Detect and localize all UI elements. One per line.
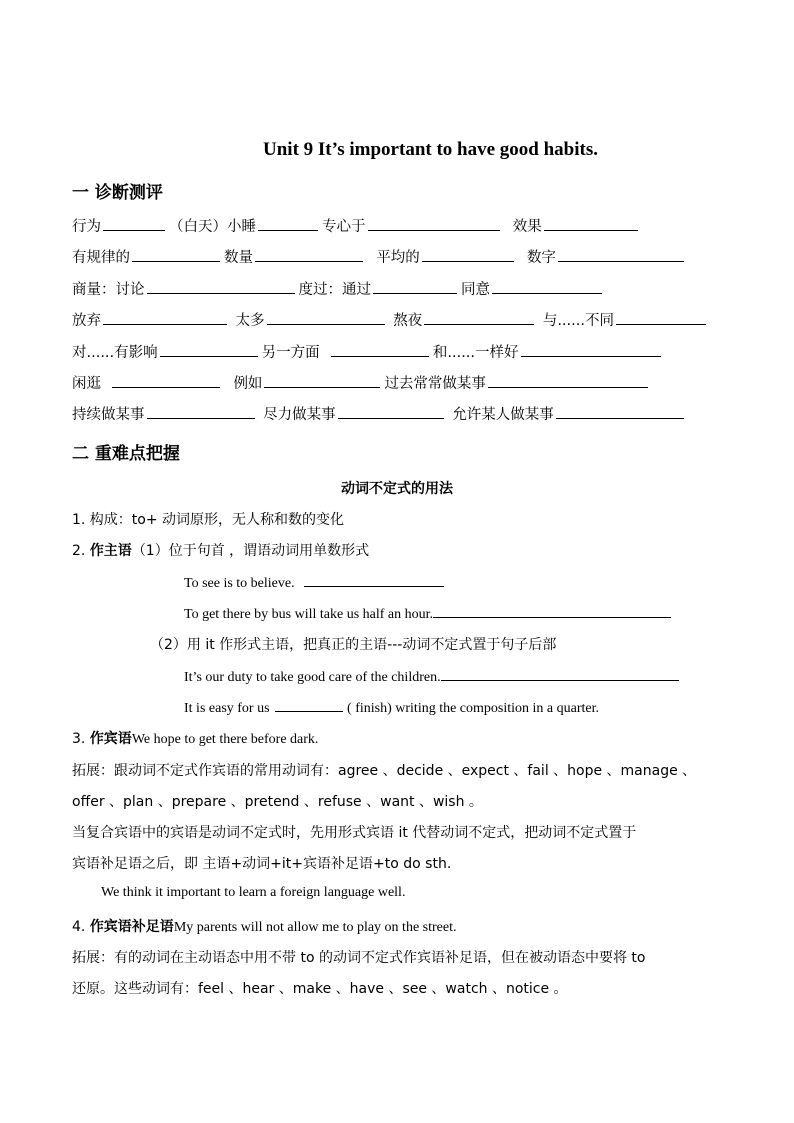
- example-text: It is easy for us: [184, 701, 270, 716]
- section-subtitle: 动词不定式的用法: [341, 481, 453, 497]
- fill-blank[interactable]: [488, 373, 648, 388]
- fill-blank[interactable]: [275, 697, 343, 712]
- vocab-row-2: [72, 247, 688, 268]
- fill-blank[interactable]: [544, 216, 638, 231]
- vocab-label: 和......一样好: [432, 345, 519, 361]
- example-1: [184, 572, 448, 592]
- vocab-row-7: [72, 404, 688, 425]
- point-number: 3.: [72, 731, 90, 747]
- point-keyword: 作主语: [89, 543, 132, 559]
- vocab-label: 有规律的: [72, 250, 130, 266]
- point-4-extension-1: 拓展：有的动词在主动语态中用不带 to 的动词不定式作宾语补足语，但在被动语态中要将 to: [72, 950, 646, 966]
- vocab-label: （白天）小睡: [169, 219, 256, 235]
- vocab-label: 对......有影响: [72, 345, 158, 361]
- fill-blank[interactable]: [267, 310, 385, 325]
- fill-blank[interactable]: [424, 310, 534, 325]
- vocab-label: 度过：通过: [298, 282, 371, 298]
- vocab-row-6: [72, 373, 652, 394]
- vocab-label: 持续做某事: [72, 407, 145, 423]
- fill-blank[interactable]: [255, 247, 363, 262]
- fill-blank[interactable]: [147, 404, 255, 419]
- example-text: It’s our duty to take good care of the children.: [184, 670, 441, 685]
- point-3-extension-3: 当复合宾语中的宾语是动词不定式时，先用形式宾语 it 代替动词不定式，把动词不定式置于: [72, 825, 637, 841]
- fill-blank[interactable]: [373, 279, 457, 294]
- vocab-label: 熬夜: [393, 313, 423, 329]
- vocab-label: 专心于: [322, 219, 366, 235]
- example-4: [184, 697, 599, 717]
- point-text: We hope to get there before dark.: [131, 732, 319, 747]
- fill-blank[interactable]: [160, 342, 258, 357]
- fill-blank[interactable]: [558, 247, 684, 262]
- fill-blank[interactable]: [331, 342, 429, 357]
- fill-blank[interactable]: [304, 572, 444, 587]
- vocab-label: 闲逛: [72, 376, 101, 392]
- vocab-row-1: [72, 216, 642, 237]
- vocab-label: 太多: [235, 313, 265, 329]
- point-2-sub: （2）用 it 作形式主语，把真正的主语---动词不定式置于句子后部: [150, 637, 557, 653]
- fill-blank[interactable]: [441, 666, 679, 681]
- vocab-label: 放弃: [72, 313, 101, 329]
- section-heading-diagnostic: 一 诊断测评: [72, 183, 163, 203]
- vocab-row-3: [72, 279, 606, 300]
- point-3-extension-2: offer 、plan 、prepare 、pretend 、refuse 、want 、wish 。: [72, 794, 483, 810]
- fill-blank[interactable]: [368, 216, 500, 231]
- point-number: 2.: [72, 543, 90, 559]
- vocab-label: 同意: [461, 282, 490, 298]
- example-3: [184, 666, 683, 686]
- vocab-label: 数量: [224, 250, 253, 266]
- fill-blank[interactable]: [147, 279, 295, 294]
- point-3: [72, 728, 318, 748]
- vocab-row-5: [72, 342, 665, 363]
- vocab-label: 过去常常做某事: [384, 376, 486, 392]
- vocab-label: 行为: [72, 219, 101, 235]
- point-4-extension-2: 还原。这些动词有：feel 、hear 、make 、have 、see 、watch 、notice 。: [72, 981, 568, 997]
- fill-blank[interactable]: [556, 404, 684, 419]
- point-keyword: 作宾语补足语: [89, 919, 174, 935]
- point-4: [72, 916, 456, 936]
- vocab-label: 平均的: [376, 250, 420, 266]
- example-text: To see is to believe.: [184, 576, 295, 591]
- fill-blank[interactable]: [616, 310, 706, 325]
- point-text: （1）位于句首 ，谓语动词用单数形式: [131, 543, 370, 559]
- fill-blank[interactable]: [521, 342, 661, 357]
- fill-blank[interactable]: [103, 310, 227, 325]
- fill-blank[interactable]: [132, 247, 220, 262]
- vocab-label: 商量：讨论: [72, 282, 145, 298]
- fill-blank[interactable]: [338, 404, 444, 419]
- vocab-label: 效果: [512, 219, 542, 235]
- vocab-label: 允许某人做某事: [452, 407, 554, 423]
- point-3-example: We think it important to learn a foreign language well.: [101, 885, 406, 900]
- example-text: To get there by bus will take us half an hour.: [184, 607, 434, 622]
- point-number: 4.: [72, 919, 90, 935]
- point-2: [72, 540, 369, 560]
- fill-blank[interactable]: [264, 373, 380, 388]
- vocab-label: 与......不同: [542, 313, 614, 329]
- example-2: [184, 603, 675, 623]
- section-heading-key-points: 二 重难点把握: [72, 444, 180, 464]
- page-title: Unit 9 It’s important to have good habits.: [263, 139, 598, 160]
- vocab-label: 例如: [233, 376, 263, 392]
- vocab-label: 数字: [526, 250, 556, 266]
- point-3-extension-4: 宾语补足语之后，即 主语+动词+it+宾语补足语+to do sth.: [72, 856, 452, 872]
- fill-blank[interactable]: [103, 216, 165, 231]
- vocab-row-4: [72, 310, 710, 331]
- vocab-label: 另一方面: [261, 345, 320, 361]
- point-text: My parents will not allow me to play on the street.: [173, 920, 457, 935]
- example-text: ( finish) writing the composition in a quarter.: [347, 701, 599, 716]
- point-1: 1. 构成：to+ 动词原形，无人称和数的变化: [72, 512, 345, 528]
- fill-blank[interactable]: [492, 279, 602, 294]
- fill-blank[interactable]: [112, 373, 220, 388]
- vocab-label: 尽力做某事: [263, 407, 336, 423]
- fill-blank[interactable]: [422, 247, 514, 262]
- fill-blank[interactable]: [258, 216, 318, 231]
- point-3-extension-1: 拓展：跟动词不定式作宾语的常用动词有：agree 、decide 、expect 、fail 、hope 、manage 、: [72, 763, 697, 779]
- point-keyword: 作宾语: [89, 731, 132, 747]
- fill-blank[interactable]: [433, 603, 671, 618]
